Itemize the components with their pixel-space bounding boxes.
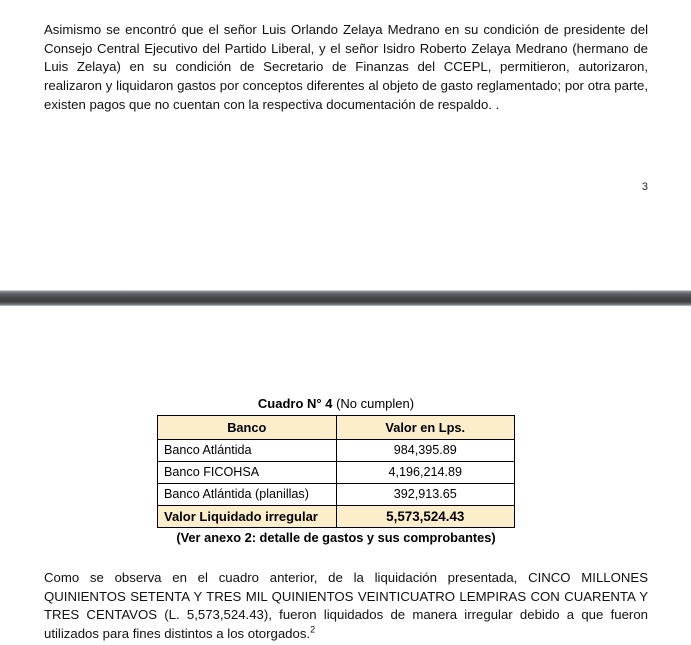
table-annex-note: (Ver anexo 2: detalle de gastos y sus comprobantes) [176,530,496,545]
column-header-banco: Banco [158,416,337,440]
table-row [158,440,515,462]
page-separator-band [0,290,691,306]
cell-bank-value: 984,395.89 [336,440,515,462]
cell-bank-value: 392,913.65 [336,484,515,506]
footnote-marker: 2 [310,624,316,635]
page-number: 3 [641,181,648,193]
paragraph-asimismo: Asimismo se encontró que el señor Luis Orlando Zelaya Medrano en su condición de presidente del Consejo Central Ejecutivo del Partido Liberal, y el señor Isidro Roberto Zelaya Medrano (hermano de Luis Zelaya) en su condición de Secretario de Finanzas del CCEPL, permitieron, autorizaron, realizaron y liquidaron gastos por conceptos diferentes al objeto de gasto reglamentado; por otra parte, existen pagos que no cuentan con la respectiva documentación de respaldo. . [44,22,648,112]
cuadro-4-block [157,395,515,546]
table-header-row [158,416,515,440]
table-title-strong: Cuadro N° 4 [257,396,333,411]
cell-bank-name: Banco Atlántida (planillas) [158,484,337,506]
document-page-lower [0,306,691,645]
cell-bank-value: 4,196,214.89 [336,462,515,484]
cell-bank-name: Banco Atlántida [158,440,337,462]
document-page-upper [0,0,691,290]
closing-paragraph-text: Como se observa en el cuadro anterior, de la liquidación presentada, CINCO MILLONES QUINIENTOS SETENTA Y TRES MIL QUINIENTOS VEINTICUATRO LEMPIRAS CON CUARENTA Y TRES CENTAVOS (L. 5,573,524.43), fueron liquidados de manera irregular debido a que fueron utilizados para fines distintos a los otorgados. [44,570,648,641]
cell-total-value: 5,573,524.43 [336,506,515,528]
table-total-row [158,506,515,528]
cell-total-label: Valor Liquidado irregular [158,506,337,528]
table-row [158,462,515,484]
column-header-valor: Valor en Lps. [336,416,515,440]
cell-bank-name: Banco FICOHSA [158,462,337,484]
table-row [158,484,515,506]
paragraph-como-se-observa [44,569,648,643]
cuadro-4-table [157,415,515,528]
table-title-rest: (No cumplen) [332,396,415,411]
table-title [157,395,515,412]
